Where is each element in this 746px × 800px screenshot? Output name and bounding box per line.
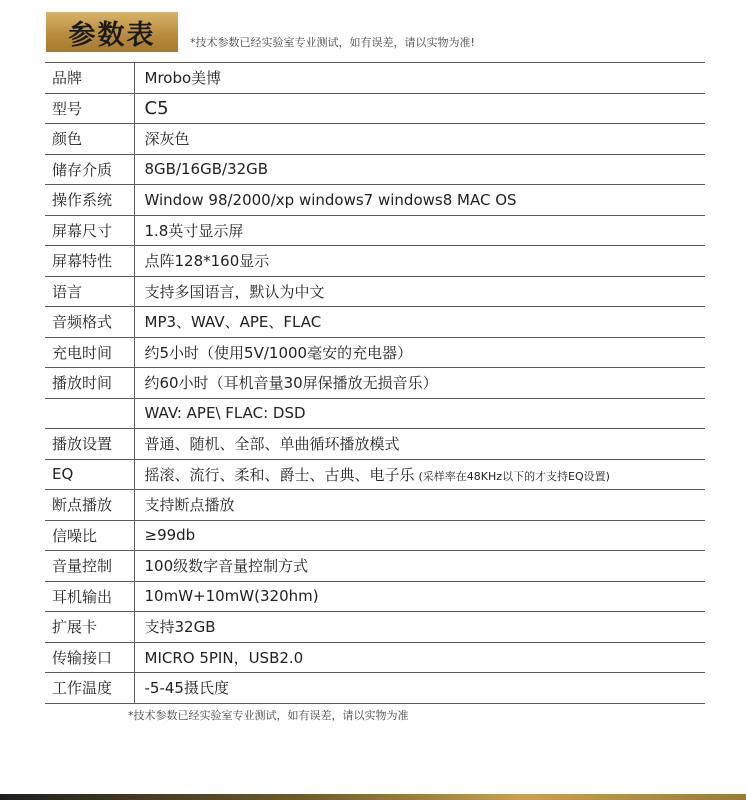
- spec-value-eq: [134, 459, 705, 490]
- spec-key: 信噪比: [45, 520, 134, 551]
- table-row: [45, 124, 705, 155]
- table-row: [45, 459, 705, 490]
- spec-key: 播放设置: [45, 429, 134, 460]
- spec-key: 扩展卡: [45, 612, 134, 643]
- spec-value: 深灰色: [134, 124, 705, 155]
- spec-key: 充电时间: [45, 337, 134, 368]
- table-row: [45, 63, 705, 94]
- table-row: [45, 429, 705, 460]
- spec-value: 普通、随机、全部、单曲循环播放模式: [134, 429, 705, 460]
- spec-key: 品牌: [45, 63, 134, 94]
- spec-key: 型号: [45, 93, 134, 124]
- table-row: [45, 215, 705, 246]
- spec-key: 储存介质: [45, 154, 134, 185]
- table-row: [45, 185, 705, 216]
- table-row: [45, 581, 705, 612]
- spec-value: 支持多国语言，默认为中文: [134, 276, 705, 307]
- spec-key: 音频格式: [45, 307, 134, 338]
- eq-modes: 摇滚、流行、柔和、爵士、古典、电子乐: [144, 465, 415, 484]
- spec-value: 8GB/16GB/32GB: [134, 154, 705, 185]
- spec-value: 10mW+10mW(320hm): [134, 581, 705, 612]
- spec-value: 支持32GB: [134, 612, 705, 643]
- table-row: [45, 612, 705, 643]
- table-row: [45, 520, 705, 551]
- spec-value: WAV: APE\ FLAC: DSD: [134, 398, 705, 429]
- table-row: [45, 642, 705, 673]
- table-row: [45, 246, 705, 277]
- table-row: [45, 368, 705, 399]
- spec-key: 断点播放: [45, 490, 134, 521]
- table-row: [45, 276, 705, 307]
- table-row: [45, 398, 705, 429]
- spec-value: 100级数字音量控制方式: [134, 551, 705, 582]
- table-row: [45, 337, 705, 368]
- spec-value: 点阵128*160显示: [134, 246, 705, 277]
- spec-value: 约5小时（使用5V/1000毫安的充电器）: [134, 337, 705, 368]
- table-row: [45, 307, 705, 338]
- spec-value: Mrobo美博: [134, 63, 705, 94]
- spec-key: 屏幕特性: [45, 246, 134, 277]
- table-row: [45, 154, 705, 185]
- spec-key: EQ: [45, 459, 134, 490]
- spec-value: ≥99db: [134, 520, 705, 551]
- table-row: [45, 673, 705, 704]
- spec-value: MICRO 5PIN，USB2.0: [134, 642, 705, 673]
- header-disclaimer: *技术参数已经实验室专业测试，如有误差，请以实物为准!: [190, 36, 475, 49]
- table-row: [45, 551, 705, 582]
- table-row: [45, 93, 705, 124]
- footer-disclaimer: *技术参数已经实验室专业测试，如有误差，请以实物为准: [128, 709, 409, 722]
- spec-value: MP3、WAV、APE、FLAC: [134, 307, 705, 338]
- table-row: [45, 490, 705, 521]
- spec-key: 工作温度: [45, 673, 134, 704]
- spec-value: C5: [134, 93, 705, 124]
- spec-key: 颜色: [45, 124, 134, 155]
- bottom-decorative-bar: [0, 794, 746, 800]
- spec-value: Window 98/2000/xp windows7 windows8 MAC OS: [134, 185, 705, 216]
- spec-value: 1.8英寸显示屏: [134, 215, 705, 246]
- spec-key: 操作系统: [45, 185, 134, 216]
- spec-value: 约60小时（耳机音量30屏保播放无损音乐）: [134, 368, 705, 399]
- eq-note: (采样率在48KHz以下的才支持EQ设置): [418, 469, 610, 483]
- page-title: 参数表: [46, 12, 178, 52]
- spec-key: 耳机输出: [45, 581, 134, 612]
- spec-table: [45, 62, 705, 704]
- spec-value: 支持断点播放: [134, 490, 705, 521]
- spec-value: -5-45摄氏度: [134, 673, 705, 704]
- spec-key: 屏幕尺寸: [45, 215, 134, 246]
- spec-key: 播放时间: [45, 368, 134, 399]
- spec-key: 音量控制: [45, 551, 134, 582]
- spec-key: 传输接口: [45, 642, 134, 673]
- spec-key: 语言: [45, 276, 134, 307]
- spec-key: [45, 398, 134, 429]
